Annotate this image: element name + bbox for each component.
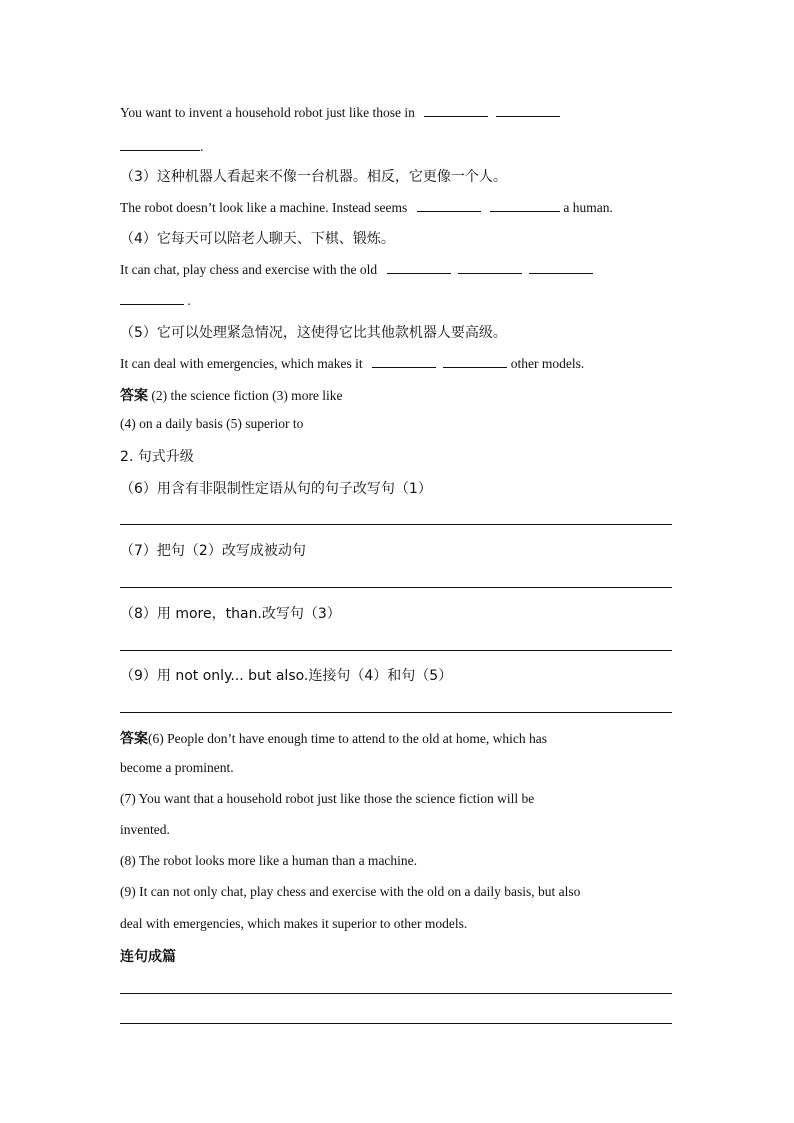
answer-9-line-1: (9) It can not only chat, play chess and exercise with the old on a daily basis, but also: [120, 884, 581, 899]
q4-end: .: [187, 293, 191, 308]
q4-blank-1[interactable]: [387, 261, 451, 274]
q4-text: It can chat, play chess and exercise with the old: [120, 262, 378, 277]
q2-blank-1[interactable]: [424, 104, 488, 117]
q6-answer-line[interactable]: [120, 524, 672, 525]
q2-text: You want to invent a household robot just like those in: [120, 105, 415, 120]
q2-end: .: [200, 139, 204, 154]
answer-8-line: (8) The robot looks more like a human than a machine.: [120, 853, 418, 868]
q4-blank-2[interactable]: [458, 261, 522, 274]
answer-6-line-2: become a prominent.: [120, 760, 234, 775]
q7-answer-line[interactable]: [120, 587, 672, 588]
q5-text-a: It can deal with emergencies, which makes it: [120, 356, 363, 371]
answer-label: 答案: [120, 731, 148, 747]
answer-1-line-1: [120, 385, 343, 405]
q5-text-b: other models.: [510, 356, 585, 371]
q4-english-line: [120, 261, 593, 278]
q4-blank-4[interactable]: [120, 292, 184, 305]
q4-english-line-cont: [120, 292, 191, 309]
q2-blank-2[interactable]: [496, 104, 560, 117]
section-3-heading: 连句成篇: [120, 949, 176, 965]
paragraph-answer-line-2[interactable]: [120, 1023, 672, 1024]
q7-prompt: （7）把句（2）改写成被动句: [120, 543, 306, 559]
q5-english-line: [120, 355, 584, 372]
q5-blank-1[interactable]: [372, 355, 436, 368]
paragraph-answer-line-1[interactable]: [120, 993, 672, 994]
answer-9-line-2: deal with emergencies, which makes it superior to other models.: [120, 916, 468, 931]
answer-1-text-1: (2) the science fiction (3) more like: [151, 388, 343, 403]
q2-blank-3[interactable]: [120, 138, 200, 151]
q8-prompt: （8）用 more，than.改写句（3）: [120, 606, 341, 622]
q5-blank-2[interactable]: [443, 355, 507, 368]
q3-blank-1[interactable]: [417, 199, 481, 212]
q4-blank-3[interactable]: [529, 261, 593, 274]
answer-label: 答案: [120, 388, 148, 404]
q8-answer-line[interactable]: [120, 650, 672, 651]
q3-blank-2[interactable]: [490, 199, 560, 212]
q3-prompt: （3）这种机器人看起来不像一台机器。相反，它更像一个人。: [120, 169, 507, 185]
answer-6-line-1: [120, 728, 547, 748]
answer-7-line-2: invented.: [120, 822, 170, 837]
answer-1-line-2: (4) on a daily basis (5) superior to: [120, 416, 304, 431]
q3-text-b: a human.: [563, 200, 613, 215]
section-2-heading: 2. 句式升级: [120, 449, 194, 465]
q5-prompt: （5）它可以处理紧急情况，这使得它比其他款机器人要高级。: [120, 325, 507, 341]
q4-prompt: （4）它每天可以陪老人聊天、下棋、锻炼。: [120, 231, 395, 247]
q6-prompt: （6）用含有非限制性定语从句的句子改写句（1）: [120, 481, 432, 497]
q3-text-a: The robot doesn’t look like a machine. Instead seems: [120, 200, 408, 215]
q9-prompt: （9）用 not only... but also.连接句（4）和句（5）: [120, 668, 453, 684]
answer-7-line-1: (7) You want that a household robot just like those the science fiction will be: [120, 791, 535, 806]
q2-english-line-cont: [120, 138, 203, 155]
q2-english-line: [120, 104, 560, 121]
q9-answer-line[interactable]: [120, 712, 672, 713]
q3-english-line: [120, 199, 613, 216]
answer-6-text-1: (6) People don’t have enough time to attend to the old at home, which has: [148, 731, 548, 746]
